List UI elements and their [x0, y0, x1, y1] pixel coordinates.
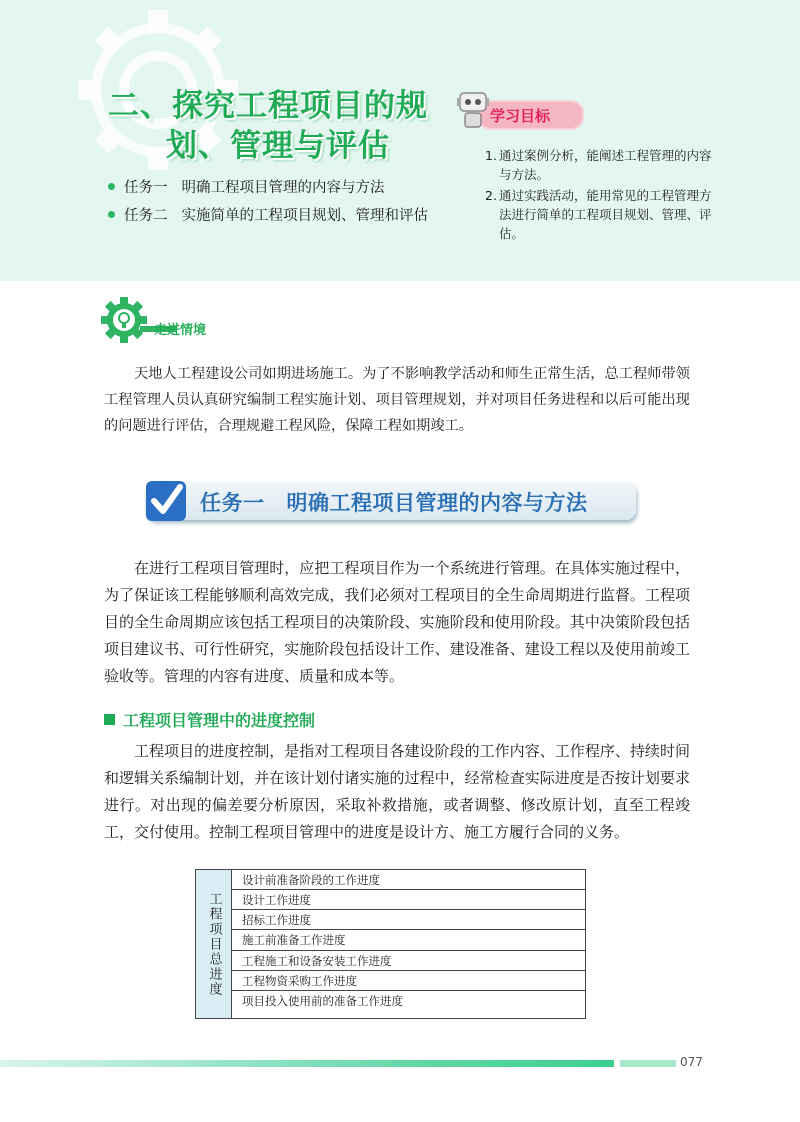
task-heading-number: 任务一 — [200, 491, 265, 515]
learning-goal-label: 学习目标 — [490, 107, 551, 125]
table-rows — [232, 870, 585, 1011]
goal-number: 2. — [485, 188, 497, 203]
table-row: 工程施工和设备安装工作进度 — [232, 951, 585, 971]
table-header-cell — [196, 870, 232, 1018]
task-list — [108, 172, 428, 228]
chapter-header — [0, 0, 800, 281]
task-label: 明确工程项目管理的内容与方法 — [181, 179, 385, 196]
table-row: 招标工作进度 — [232, 910, 585, 930]
square-bullet-icon — [104, 714, 115, 725]
bullet-icon — [108, 211, 115, 218]
table-row: 施工前准备工作进度 — [232, 930, 585, 950]
page-number: 077 — [680, 1055, 703, 1069]
page-title — [108, 86, 428, 166]
task-label: 实施简单的工程项目规划、管理和评估 — [181, 207, 428, 224]
goal-text: 通过案例分析，能阐述工程管理的内容与方法。 — [499, 148, 712, 182]
task-heading — [146, 479, 638, 525]
task-number: 任务一 — [124, 179, 168, 196]
title-line-1: 二、探究工程项目的规 — [108, 88, 428, 124]
list-item — [485, 146, 720, 184]
table-header: 工程项目总进度 — [206, 891, 222, 997]
scene-paragraph: 天地人工程建设公司如期进场施工。为了不影响教学活动和师生正常生活，总工程师带领工程管理人员认真研究编制工程实施计划、项目管理规划，并对项目任务进程和以后可能出现的问题进行评估，合理规避工程风险，保障工程如期竣工。 — [104, 366, 690, 434]
learning-goal-badge — [478, 100, 584, 130]
task-number: 任务二 — [124, 207, 168, 224]
task-heading-text — [200, 487, 588, 517]
section-title: 工程项目管理中的进度控制 — [123, 711, 316, 730]
list-item — [108, 172, 428, 200]
scene-label: 走进情境 — [154, 323, 207, 338]
robot-icon — [456, 89, 492, 133]
table-row: 项目投入使用前的准备工作进度 — [242, 993, 403, 1008]
list-item — [485, 186, 720, 243]
learning-goals — [485, 146, 720, 245]
body-paragraph: 在进行工程项目管理时，应把工程项目作为一个系统进行管理。在具体实施过程中，为了保证该工程能够顺利高效完成，我们必须对工程项目的全生命周期进行监督。工程项目的全生命周期应该包括工程项目的决策阶段、实施阶段和使用阶段。其中决策阶段包括项目建议书、可行性研究，实施阶段包括设计工作、建设准备、建设工程以及使用前竣工验收等。管理的内容有进度、质量和成本等。 — [104, 559, 690, 685]
footer-bar-accent — [620, 1060, 676, 1067]
table-row: 工程物资采购工作进度 — [232, 971, 585, 991]
checkmark-icon — [146, 479, 188, 523]
progress-table — [195, 869, 586, 1019]
body-paragraph: 工程项目的进度控制，是指对工程项目各建设阶段的工作内容、工作程序、持续时间和逻辑关系编制计划，并在该计划付诸实施的过程中，经常检查实际进度是否按计划要求进行。对出现的偏差要分析原因，采取补救措施，或者调整、修改原计划，直至工程竣工，交付使用。控制工程项目管理中的进度是设计方、施工方履行合同的义务。 — [104, 742, 690, 841]
goal-text: 通过实践活动，能用常见的工程管理方法进行简单的工程项目规划、管理、评估。 — [499, 188, 712, 241]
section-heading — [104, 708, 315, 731]
table-row: 设计前准备阶段的工作进度 — [232, 870, 585, 890]
footer-bar — [0, 1060, 614, 1067]
title-line-2: 划、管理与评估 — [166, 128, 390, 164]
bullet-icon — [108, 183, 115, 190]
goal-number: 1. — [485, 148, 497, 163]
list-item — [108, 200, 428, 228]
table-row: 设计工作进度 — [232, 890, 585, 910]
task-heading-title: 明确工程项目管理的内容与方法 — [286, 491, 588, 515]
